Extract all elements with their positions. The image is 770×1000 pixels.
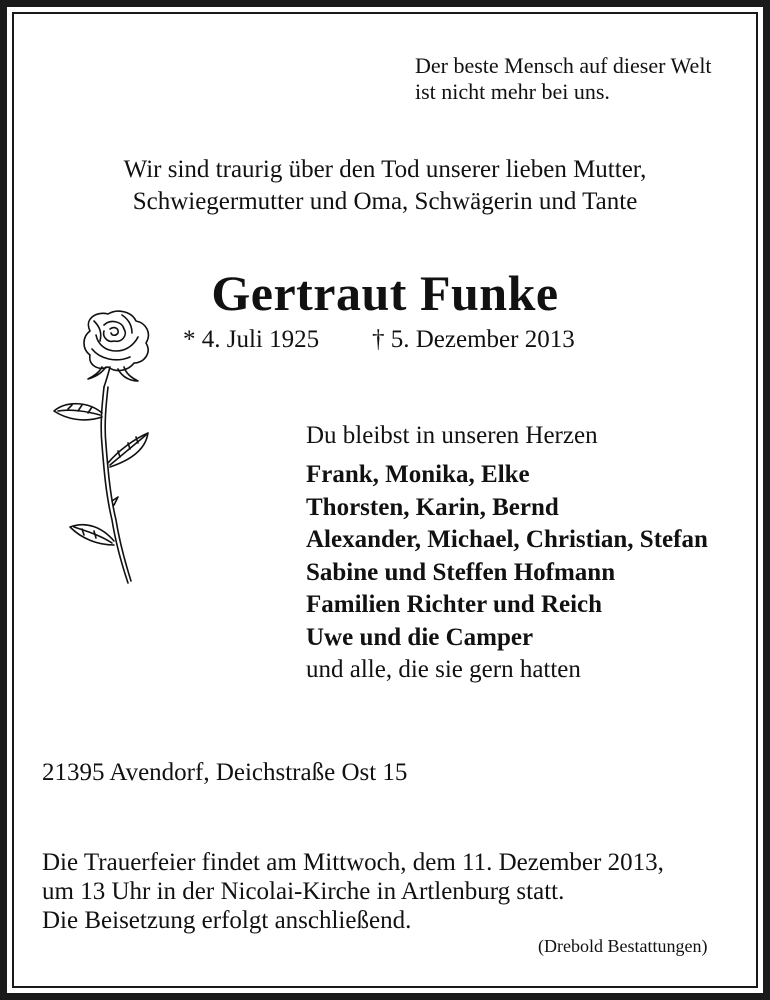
mourner-line: Familien Richter und Reich (306, 591, 603, 618)
undertaker-credit: (Drebold Bestattungen) (538, 936, 708, 956)
funeral-line-2: um 13 Uhr in der Nicolai-Kirche in Artlenburg statt. (42, 878, 565, 905)
mourner-line: Thorsten, Karin, Bernd (306, 493, 559, 521)
funeral-line-1: Die Trauerfeier findet am Mittwoch, dem 11. Dezember 2013, (42, 849, 664, 876)
birth-date: * 4. Juli 1925 (183, 326, 320, 353)
mourners-closing: und alle, die sie gern hatten (306, 656, 581, 683)
mourner-line: Uwe und die Camper (306, 623, 534, 651)
mourner-line: Frank, Monika, Elke (306, 461, 530, 488)
deceased-name: Gertraut Funke (211, 265, 559, 321)
intro-line-1: Wir sind traurig über den Tod unserer lieben Mutter, (123, 156, 647, 183)
motto (415, 53, 712, 105)
mourners-list (306, 459, 708, 687)
mourner-line: Alexander, Michael, Christian, Stefan (306, 526, 708, 553)
motto-line-1: Der beste Mensch auf dieser Welt (415, 53, 712, 78)
motto-line-2: ist nicht mehr bei uns. (415, 79, 610, 104)
funeral-line-3: Die Beisetzung erfolgt anschließend. (42, 907, 412, 934)
funeral-details (42, 848, 664, 935)
mourner-line: Sabine und Steffen Hofmann (306, 558, 616, 586)
rose-icon (48, 305, 168, 590)
farewell-line: Du bleibst in unseren Herzen (306, 422, 598, 449)
intro-line-2: Schwiegermutter und Oma, Schwägerin und Tante (132, 188, 638, 215)
intro-text (0, 154, 770, 218)
family-address: 21395 Avendorf, Deichstraße Ost 15 (42, 759, 408, 786)
death-date: † 5. Dezember 2013 (372, 326, 575, 353)
